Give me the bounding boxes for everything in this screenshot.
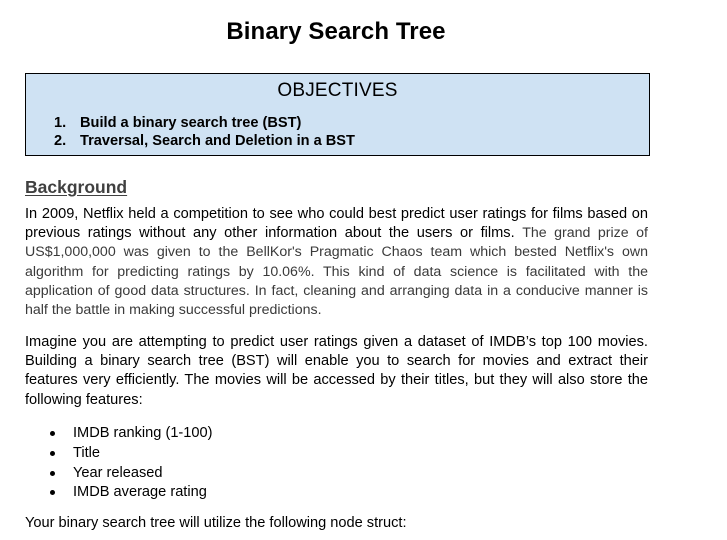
- objective-number: 1.: [54, 115, 67, 131]
- paragraph-1-part-2: The grand prize of US$1,000,000 was given to the BellKor's Pragmatic Chaos team which bested Netflix's own algorithm for predicting ratings by 10.06%. This kind of data science is facilitated with the application of good data structures. In fact, cleaning and arranging data in a conducive manner is half the battle in making successful predictions.: [25, 225, 648, 319]
- bullet-icon: [50, 451, 55, 456]
- objective-number: 2.: [54, 132, 67, 149]
- feature-text: IMDB ranking (1-100): [73, 425, 213, 441]
- objective-item: [54, 115, 355, 133]
- paragraph-1-part-1: In 2009, Netflix held a competition to see who could best predict user ratings for films based on previous ratings without any other information about the users or films.: [25, 206, 648, 242]
- objective-text: Traversal, Search and Deletion in a BST: [80, 132, 355, 149]
- list-item: [48, 483, 213, 503]
- objectives-list: [54, 115, 355, 150]
- objectives-box: [25, 73, 650, 156]
- background-paragraph-2: Imagine you are attempting to predict user ratings given a dataset of IMDB’s top 100 movies. Building a binary search tree (BST) will enable you to search for movies and extract their features very efficiently. The movies will be accessed by their titles, but they will also store the following features:: [25, 334, 648, 408]
- feature-text: Title: [73, 444, 101, 461]
- background-paragraph-3: Your binary search tree will utilize the following node struct:: [25, 515, 407, 531]
- bullet-icon: [50, 431, 55, 436]
- feature-text: IMDB average rating: [73, 484, 207, 501]
- objective-text: Build a binary search tree (BST): [80, 115, 302, 131]
- list-item: [48, 424, 213, 444]
- bullet-icon: [50, 471, 55, 476]
- objectives-heading: OBJECTIVES: [277, 80, 398, 101]
- objective-item: [54, 133, 355, 151]
- background-paragraph-1: [25, 205, 648, 320]
- background-heading: Background: [25, 177, 128, 197]
- features-list: [48, 424, 213, 503]
- feature-text: Year released: [73, 464, 163, 481]
- document-title: Binary Search Tree: [226, 18, 446, 45]
- bullet-icon: [50, 490, 55, 495]
- list-item: [48, 464, 213, 484]
- list-item: [48, 444, 213, 464]
